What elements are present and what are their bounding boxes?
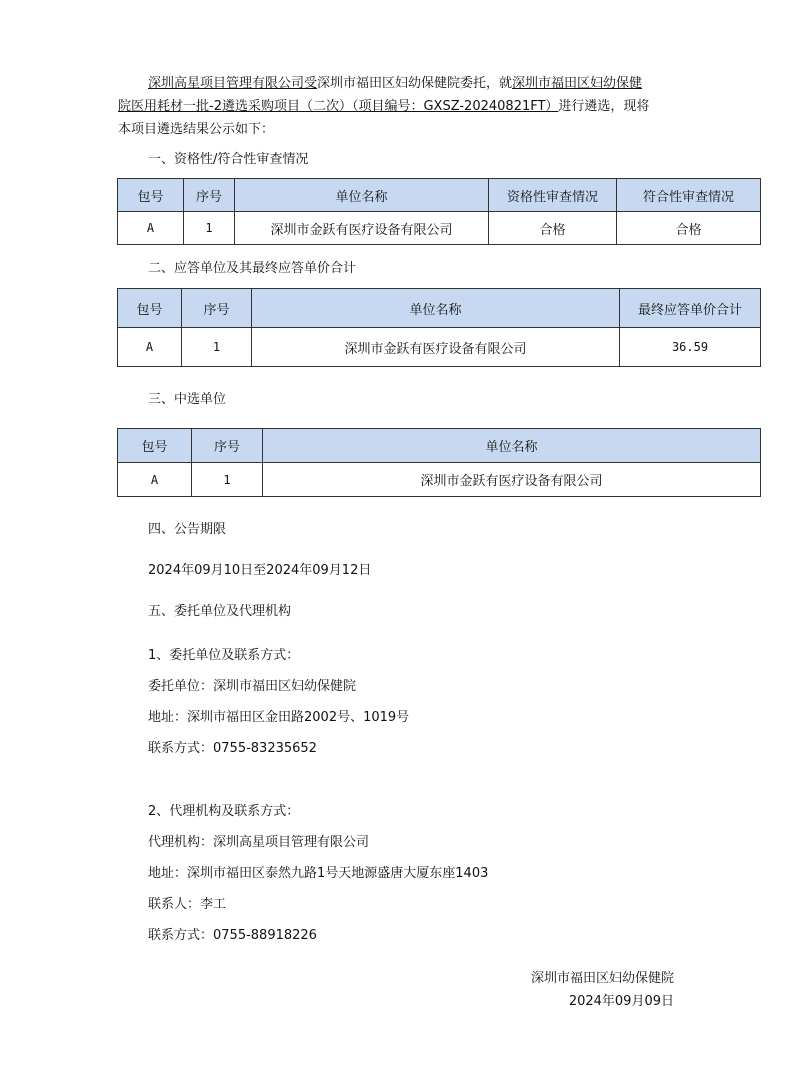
header-seq: 序号 bbox=[184, 179, 235, 212]
header-package: 包号 bbox=[118, 289, 182, 328]
intro-project-name-part2: 院医用耗材一批-2遴选采购项目（二次）（项目编号：GXSZ-20240821FT） bbox=[118, 99, 559, 114]
cell-package: A bbox=[118, 328, 182, 367]
cell-conformity: 合格 bbox=[617, 212, 761, 245]
section4-title: 四、公告期限 bbox=[148, 522, 227, 537]
footer-org: 深圳市福田区妇幼保健院 bbox=[530, 971, 674, 986]
intro-line-1 bbox=[118, 72, 678, 95]
section3-title: 三、中选单位 bbox=[148, 392, 227, 407]
table-row bbox=[118, 328, 761, 367]
table-header-row bbox=[118, 179, 761, 212]
cell-final-price: 36.59 bbox=[620, 328, 761, 367]
header-conformity: 符合性审查情况 bbox=[617, 179, 761, 212]
price-table bbox=[117, 288, 761, 367]
footer-date: 2024年09月09日 bbox=[568, 994, 674, 1009]
intro-line-3: 本项目遴选结果公示如下： bbox=[118, 122, 275, 137]
header-package: 包号 bbox=[118, 429, 192, 463]
intro-paragraph bbox=[118, 72, 678, 141]
winner-table bbox=[117, 428, 761, 497]
qualification-table bbox=[117, 178, 761, 245]
agent-name: 代理机构：深圳高星项目管理有限公司 bbox=[148, 835, 370, 850]
header-seq: 序号 bbox=[182, 289, 252, 328]
header-unit-name: 单位名称 bbox=[263, 429, 761, 463]
cell-package: A bbox=[118, 463, 192, 497]
client-address: 地址：深圳市福田区金田路2002号、1019号 bbox=[148, 710, 410, 725]
header-package: 包号 bbox=[118, 179, 184, 212]
agent-heading: 2、代理机构及联系方式： bbox=[148, 804, 300, 819]
cell-seq: 1 bbox=[182, 328, 252, 367]
header-unit-name: 单位名称 bbox=[235, 179, 489, 212]
agent-person: 联系人：李工 bbox=[148, 897, 227, 912]
table-row bbox=[118, 212, 761, 245]
agent-contact: 联系方式：0755-88918226 bbox=[148, 928, 317, 943]
client-heading: 1、委托单位及联系方式： bbox=[148, 648, 300, 663]
section1-title: 一、资格性/符合性审查情况 bbox=[148, 152, 309, 167]
intro-project-name-part1: 深圳市福田区妇幼保健 bbox=[512, 76, 643, 91]
header-unit-name: 单位名称 bbox=[252, 289, 620, 328]
announcement-period: 2024年09月10日至2024年09月12日 bbox=[148, 563, 372, 578]
cell-seq: 1 bbox=[184, 212, 235, 245]
header-seq: 序号 bbox=[192, 429, 263, 463]
cell-seq: 1 bbox=[192, 463, 263, 497]
cell-package: A bbox=[118, 212, 184, 245]
table-header-row bbox=[118, 289, 761, 328]
intro-text-2: 进行遴选，现将 bbox=[558, 99, 650, 114]
section2-title: 二、应答单位及其最终应答单价合计 bbox=[148, 261, 357, 276]
section5-title: 五、委托单位及代理机构 bbox=[148, 604, 292, 619]
intro-client-name: 深圳市福田区妇幼保健院 bbox=[317, 76, 461, 91]
intro-line-2 bbox=[118, 95, 678, 118]
cell-unit-name: 深圳市金跃有医疗设备有限公司 bbox=[263, 463, 761, 497]
cell-unit-name: 深圳市金跃有医疗设备有限公司 bbox=[235, 212, 489, 245]
table-row bbox=[118, 463, 761, 497]
client-name: 委托单位：深圳市福田区妇幼保健院 bbox=[148, 679, 357, 694]
client-contact: 联系方式：0755-83235652 bbox=[148, 741, 317, 756]
intro-agent-name: 深圳高星项目管理有限公司受 bbox=[148, 76, 318, 91]
table-header-row bbox=[118, 429, 761, 463]
intro-text: 委托，就 bbox=[460, 76, 513, 91]
agent-address: 地址：深圳市福田区泰然九路1号天地源盛唐大厦东座1403 bbox=[148, 866, 489, 881]
cell-unit-name: 深圳市金跃有医疗设备有限公司 bbox=[252, 328, 620, 367]
cell-qualification: 合格 bbox=[489, 212, 617, 245]
header-qualification: 资格性审查情况 bbox=[489, 179, 617, 212]
header-final-price: 最终应答单价合计 bbox=[620, 289, 761, 328]
